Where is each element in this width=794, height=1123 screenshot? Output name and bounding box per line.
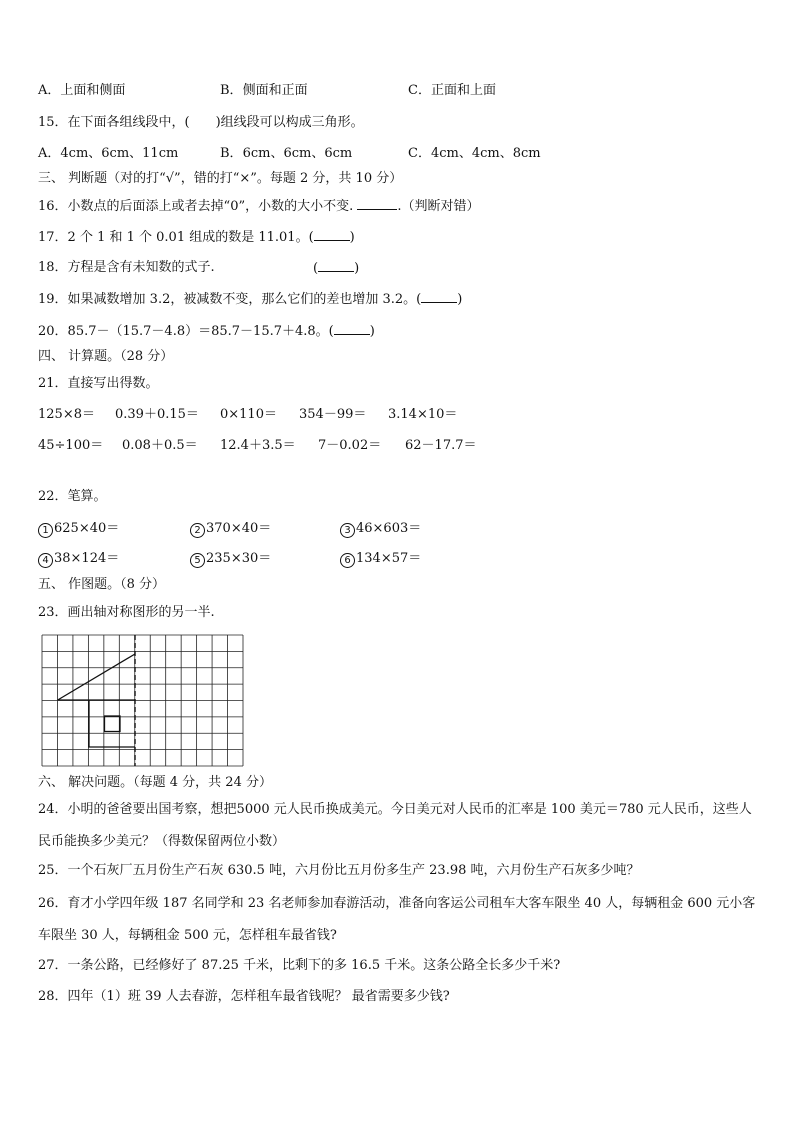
section5-heading: 五、 作图题。（8 分） [38, 577, 166, 592]
q21-r1-c3: 0×110＝ [220, 407, 277, 422]
q22-item-6: 6 134×57＝ [340, 550, 421, 568]
q25: 25．一个石灰厂五月份生产石灰 630.5 吨，六月份比五月份多生产 23.98 吨，六月份生产石灰多少吨？ [38, 863, 640, 878]
wall-outline [89, 700, 135, 747]
q20-answer-blank[interactable] [334, 322, 370, 335]
q15-option-b: B．6cm、6cm、6cm [220, 146, 353, 161]
q14-option-c: C．正面和上面 [408, 83, 496, 98]
q21-r1-c1: 125×8＝ [38, 407, 95, 422]
q21-r1-c4: 354－99＝ [299, 407, 367, 422]
q20: 20．85.7－（15.7－4.8）＝85.7－15.7＋4.8。( ) [38, 324, 375, 339]
q21-r2-c3: 12.4＋3.5＝ [220, 438, 296, 453]
q21-r2-c5: 62－17.7＝ [405, 438, 477, 453]
q22-item-4: 4 38×124＝ [38, 550, 119, 568]
q24: 24．小明的爸爸要出国考察，想把5000 元人民币换成美元。今日美元对人民币的汇率是 100 美元＝780 元人民币，这些人民币能换多少美元？（得数保留两位小数） [38, 802, 752, 849]
section4-heading: 四、 计算题。（28 分） [38, 349, 174, 364]
q17: 17．2 个 1 和 1 个 0.01 组成的数是 11.01。( ) [38, 230, 355, 245]
symmetry-grid-figure [41, 634, 244, 767]
q18-answer: ( ) [313, 261, 360, 276]
q26: 26．育才小学四年级 187 名同学和 23 名老师参加春游活动，准备向客运公司租车大客车限坐 40 人，每辆租金 600 元小客车限坐 30 人，每辆租金 500 元，怎样租车最省钱? [38, 896, 756, 943]
q22-text: 22．笔算。 [38, 489, 107, 504]
circled-number: 4 [38, 553, 53, 568]
q14-option-a: A．上面和侧面 [38, 83, 126, 98]
q16: 16．小数点的后面添上或者去掉“0”，小数的大小不变. .（判断对错） [38, 199, 480, 214]
q15-option-a: A．4cm、6cm、11cm [38, 146, 179, 161]
q16-answer-blank[interactable] [357, 197, 397, 210]
q19: 19．如果减数增加 3.2，被减数不变，那么它们的差也增加 3.2。( ) [38, 292, 463, 307]
q15-option-c: C．4cm、4cm、8cm [408, 146, 541, 161]
q18-answer-blank[interactable] [318, 259, 354, 272]
circled-number: 3 [340, 523, 355, 538]
q28: 28．四年（1）班 39 人去春游，怎样租车最省钱呢？ 最省需要多少钱? [38, 989, 450, 1004]
q15-text: 15．在下面各组线段中，( )组线段可以构成三角形。 [38, 115, 364, 130]
q27: 27．一条公路，已经修好了 87.25 千米，比剩下的多 16.5 千米。这条公路全长多少千米? [38, 958, 561, 973]
q19-answer-blank[interactable] [421, 290, 457, 303]
q18: 18．方程是含有未知数的式子. [38, 260, 215, 275]
q21-r2-c4: 7－0.02＝ [318, 438, 382, 453]
section3-heading: 三、 判断题（对的打“√”，错的打“×”。每题 2 分，共 10 分） [38, 171, 403, 186]
section6-heading: 六、 解决问题。（每题 4 分，共 24 分） [38, 775, 272, 790]
q21-r2-c1: 45÷100＝ [38, 438, 104, 453]
roof-line [58, 654, 135, 700]
q21-r1-c5: 3.14×10＝ [388, 407, 458, 422]
q22-item-3: 3 46×603＝ [340, 520, 421, 538]
circled-number: 6 [340, 553, 355, 568]
q23-text: 23．画出轴对称图形的另一半. [38, 605, 215, 620]
window-square [105, 716, 121, 732]
q21-text: 21．直接写出得数。 [38, 376, 159, 391]
q17-answer-blank[interactable] [314, 228, 350, 241]
q22-item-1: 1 625×40＝ [38, 520, 119, 538]
q14-option-b: B．侧面和正面 [220, 83, 308, 98]
circled-number: 2 [190, 523, 205, 538]
circled-number: 5 [190, 553, 205, 568]
q22-item-2: 2 370×40＝ [190, 520, 271, 538]
q21-r2-c2: 0.08＋0.5＝ [122, 438, 198, 453]
q22-item-5: 5 235×30＝ [190, 550, 271, 568]
circled-number: 1 [38, 523, 53, 538]
q21-r1-c2: 0.39＋0.15＝ [115, 407, 199, 422]
